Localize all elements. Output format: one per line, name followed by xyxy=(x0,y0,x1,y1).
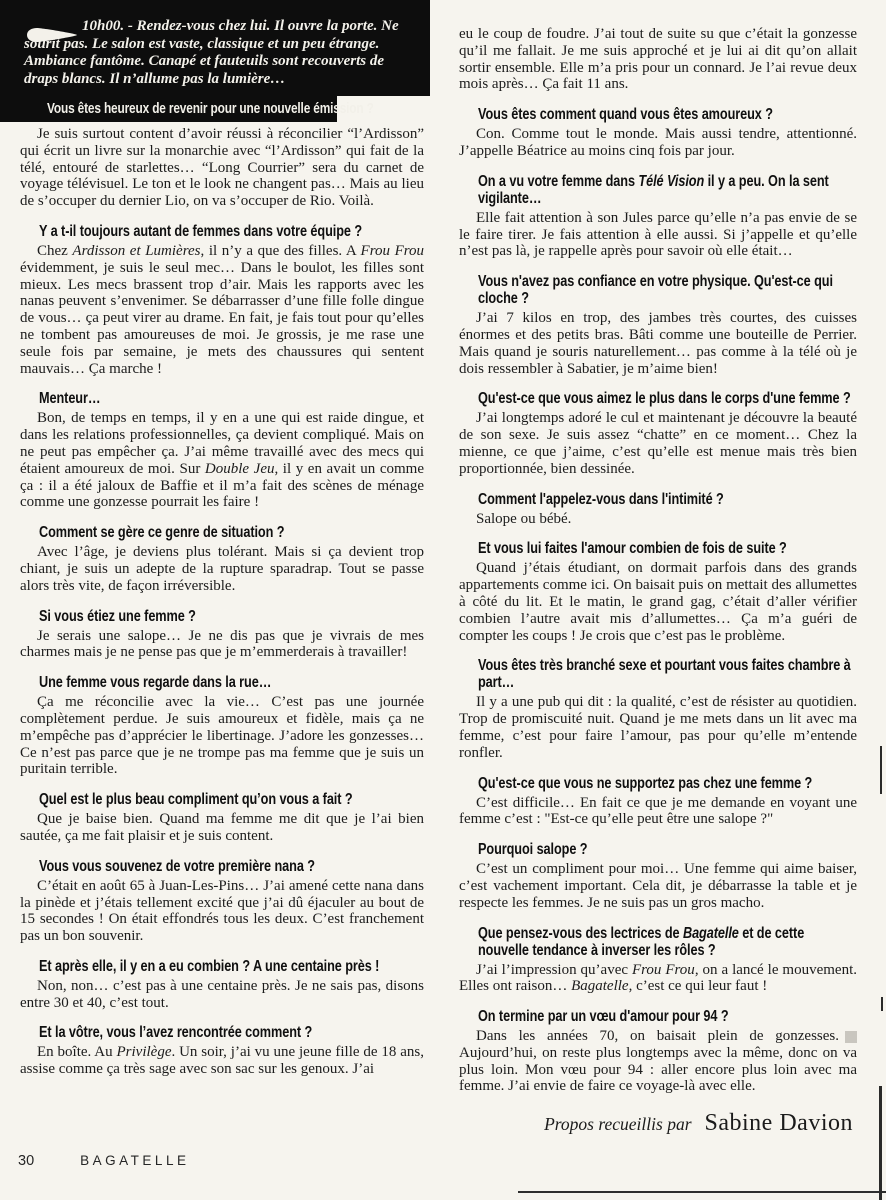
qa-block xyxy=(459,540,857,644)
text-segment: J’ai longtemps adoré le cul et maintenant je découvre la beauté de son sexe. Je suis assez “chatte” en ce moment… Chez la mienne, ce que j’aime, c’est qu’elle est menue mais très bien proportionnée, bien dessinée. xyxy=(459,410,857,477)
qa-block xyxy=(20,126,424,210)
text-segment: Ça me réconcilie avec la vie… C’est pas une journée complètement perdue. Je suis amoureux et fidèle, mais ça ne m’empêche pas d’apprécier le libertinage. J’adore les gonzesses… Ce n’est pas parce que je ne trompe pas ma femme que je suis un puritain terrible. xyxy=(20,694,424,778)
question-text xyxy=(478,925,857,959)
qa-block xyxy=(20,1024,424,1078)
text-segment: . Un soir, j’ai vu une jeune fille de 18 ans, assise comme ça très sage avec son sac sur les genoux. J’ai xyxy=(20,1044,424,1078)
interview-question xyxy=(39,223,424,240)
scan-edge-mark xyxy=(881,997,883,1011)
text-segment: En boîte. Au xyxy=(37,1044,117,1061)
text-segment: Chez xyxy=(37,242,73,259)
emphasized-title: Bagatelle xyxy=(571,978,629,995)
answer-continuation xyxy=(459,26,857,93)
text-segment: Que je baise bien. Quand ma femme me dit que je l’ai bien sautée, ça me fait plaisir et je suis content. xyxy=(20,811,424,844)
text-segment: Qu'est-ce que vous aimez le plus dans le corps d'une femme ? xyxy=(478,390,851,408)
text-segment: Pourquoi salope ? xyxy=(478,841,588,859)
scan-edge-mark xyxy=(880,746,882,794)
text-segment: C’était en août 65 à Juan-Les-Pins… J’ai amené cette nana dans la pinède et j’étais tellement excité que j’ai dû éjaculer au bout de 15 secondes ! On était effondrés tous les deux. C’est franchement pas un bon souvenir. xyxy=(20,877,424,945)
text-segment: , c’est ce qui leur faut ! xyxy=(628,978,768,995)
interview-answer xyxy=(20,878,424,945)
question-text xyxy=(478,173,857,207)
qa-block xyxy=(459,1008,857,1095)
qa-block xyxy=(20,674,424,778)
question-text xyxy=(39,390,424,407)
qa-block xyxy=(459,841,857,911)
byline xyxy=(544,1110,853,1137)
text-segment: , on a lancé le mouvement. Elles ont raison… xyxy=(459,961,857,995)
text-segment: Non, non… c’est pas à une centaine près. Je ne sais pas, disons entre 30 et 40, c’est tout. xyxy=(20,977,424,1011)
text-segment: Et après elle, il y en a eu combien ? A une centaine près ! xyxy=(39,957,380,975)
bottom-rule xyxy=(518,1191,886,1193)
text-segment: Il y a une pub qui dit : la qualité, c’est de résister au quotidien. Trop de promiscuité nuit. Quand je me mets dans un lit avec ma femme, c’est pour faire l’amour, pas pour qu’elle m’entende ronfler. xyxy=(459,694,857,761)
text-segment: et de cette nouvelle tendance à inverser les rôles ? xyxy=(478,924,805,959)
byline-prefix: Propos recueillis par xyxy=(544,1114,692,1134)
qa-block xyxy=(459,273,857,377)
interview-answer xyxy=(20,544,424,594)
interview-question xyxy=(478,925,857,959)
interview-question xyxy=(478,106,857,123)
interview-question xyxy=(478,841,857,858)
byline-author: Sabine Davion xyxy=(704,1110,853,1136)
text-segment: Une femme vous regarde dans la rue… xyxy=(39,674,272,692)
interview-question xyxy=(478,173,857,207)
text-segment: On termine par un vœu d'amour pour 94 ? xyxy=(478,1008,729,1026)
qa-block xyxy=(459,657,857,761)
text-segment: évidemment, je suis le seul mec… Dans le boulot, les filles sont mieux. Les mecs brassent trop d’air. Mais les rapports avec les nanas peuvent s’envenimer. Se débarrasser d’une fille folle dingue de vous… ça peut virer au drame. En fait, je fais tout pour qu’elles ne tombent pas amoureuses de moi. Je grossis, je me rase une seule fois par semaine, je mets des chaussures qui sentent mauvais… Ça marche ! xyxy=(20,259,424,377)
text-segment: Y a t-il toujours autant de femmes dans votre équipe ? xyxy=(39,222,363,240)
interview-question xyxy=(39,791,424,808)
interview-question xyxy=(478,1008,857,1025)
question-text xyxy=(39,1024,424,1041)
interview-answer xyxy=(459,210,857,260)
question-text xyxy=(478,390,857,407)
question-text xyxy=(39,608,424,625)
text-segment: Comment l'appelez-vous dans l'intimité ? xyxy=(478,490,724,508)
text-segment: Con. Comme tout le monde. Mais aussi tendre, attentionné. J’appelle Béatrice au moins cinq fois par jour. xyxy=(459,126,857,159)
emphasized-title: Télé Vision xyxy=(638,172,705,190)
interview-question xyxy=(39,674,424,691)
column-left xyxy=(20,126,424,1078)
qa-block xyxy=(459,775,857,829)
interview-answer xyxy=(459,126,857,160)
text-segment: Bon, de temps en temps, il y en a une qui est raide dingue, et dans les relations professionnelles, ça devient compliqué. Mais on ne peut pas empêcher ça. J’ai même travaillé avec des mecs qui étaient amoureux de moi. Sur xyxy=(20,410,424,477)
text-segment: Et vous lui faites l'amour combien de fois de suite ? xyxy=(478,540,787,558)
text-segment: Et la vôtre, vous l’avez rencontrée comment ? xyxy=(39,1024,313,1042)
question-text xyxy=(478,775,857,792)
qa-block xyxy=(459,173,857,260)
text-segment: Quand j’étais étudiant, on dormait parfois dans des grands appartements comme ici. On baisait puis on mettait des allumettes à côté du lit. Et le matin, le grand gag, c’était d’aller vérifier combien l’autre avait mis d’allumettes… Ça m’a guéri de compter les coups ! Je crois que c’est pas le problème. xyxy=(459,560,857,644)
text-segment: Vous vous souvenez de votre première nana ? xyxy=(39,857,315,875)
interview-question xyxy=(478,273,857,307)
text-segment: Dans les années 70, on baisait plein de gonzesses. Aujourd’hui, on reste plus longtemps avec la même, donc on va plus loin. Mon vœu pour 94 : aller encore plus loin avec ma femme. J’ai envie de faire ce voyage-là avec elle. xyxy=(459,1028,857,1095)
interview-question xyxy=(39,1024,424,1041)
emphasized-title: Bagatelle xyxy=(682,924,739,942)
qa-block xyxy=(20,791,424,845)
scan-edge-mark xyxy=(879,1086,882,1200)
text-segment: Vous êtes très branché sexe et pourtant vous faites chambre à part… xyxy=(478,657,851,692)
text-segment: C’est un compliment pour moi… Une femme qui aime baiser, c’est vachement important. Cela dit, je débarrasse la table et je respecte les femmes. Je ne suis pas un gros macho. xyxy=(459,861,857,911)
qa-block xyxy=(20,608,424,662)
question-text xyxy=(478,1008,857,1025)
qa-block xyxy=(459,491,857,528)
interview-answer xyxy=(20,1044,424,1078)
interview-answer xyxy=(459,511,857,528)
text-segment: Salope ou bébé. xyxy=(476,510,572,527)
emphasized-title: Frou Frou xyxy=(360,242,425,259)
question-text xyxy=(39,223,424,240)
interview-answer xyxy=(20,243,424,377)
question-text xyxy=(39,858,424,875)
question-text xyxy=(39,524,424,541)
first-question-text: Vous êtes heureux de revenir pour une nouvelle émission ? xyxy=(47,101,374,117)
interview-answer xyxy=(20,410,424,511)
interview-answer xyxy=(20,694,424,778)
interview-answer xyxy=(459,1028,857,1095)
column-right xyxy=(459,26,857,1095)
question-text xyxy=(478,657,857,691)
emphasized-title: Frou Frou xyxy=(631,961,695,978)
qa-block xyxy=(459,106,857,160)
interview-question xyxy=(39,524,424,541)
qa-block xyxy=(20,223,424,377)
page-footer xyxy=(18,1153,189,1169)
interview-answer xyxy=(20,811,424,845)
question-text xyxy=(478,273,857,307)
text-segment: Vous n'avez pas confiance en votre physique. Qu'est-ce qui cloche ? xyxy=(478,273,833,308)
text-segment: Menteur… xyxy=(39,390,101,408)
qa-block xyxy=(20,958,424,1012)
qa-block xyxy=(20,524,424,594)
interview-question xyxy=(478,390,857,407)
question-text xyxy=(39,674,424,691)
qa-block xyxy=(459,26,857,93)
text-segment: il y a peu. On la sent vigilante… xyxy=(478,172,829,207)
question-highlight xyxy=(47,101,445,117)
question-text xyxy=(478,106,857,123)
text-segment: Je serais une salope… Je ne dis pas que je vivrais de mes charmes mais je ne pense pas que je m’emmerderais à travailler! xyxy=(20,627,424,661)
emphasized-title: Ardisson et Lumières xyxy=(72,242,201,259)
interview-answer xyxy=(20,126,424,210)
interview-answer xyxy=(459,410,857,477)
qa-block xyxy=(459,390,857,477)
interview-question xyxy=(39,390,424,407)
text-segment: Que pensez-vous des lectrices de xyxy=(478,924,683,942)
interview-answer xyxy=(459,694,857,761)
interview-question xyxy=(39,858,424,875)
text-segment: Je suis surtout content d’avoir réussi à réconcilier “l’Ardisson” qui écrit un livre sur la monarchie avec “l’Ardisson” qui fait de la télé, entouré de starlettes… “Long Courrier” sera du carnet de voyage télévisuel. Le ton et le look ne changent pas… Mais au lieu de s’occuper du dernier Lio, on va s’occuper de Rio. Voilà. xyxy=(20,126,424,210)
interview-question xyxy=(478,775,857,792)
intro-text: 10h00. - Rendez-vous chez lui. Il ouvre la porte. Ne sourit pas. Le salon est vaste, classique et un peu étrange. Ambiance fantôme. Canapé et fauteuils sont recouverts de draps blancs. Il n’allume pas la lumière… xyxy=(24,18,399,87)
end-of-article-mark xyxy=(845,1031,857,1043)
text-segment: eu le coup de foudre. J’ai tout de suite su que c’était la gonzesse qu’il me fallait. Je me suis approché et je lui ai dit qu’on allait sortir ensemble. Elle m’a pris pour un connard. Je l’ai revue deux mois après… Ça fait 11 ans. xyxy=(459,26,857,93)
emphasized-title: Privilège xyxy=(116,1044,172,1061)
interview-answer xyxy=(459,795,857,829)
text-segment: , il n’y a que des filles. A xyxy=(200,242,361,259)
text-segment: C’est difficile… En fait ce que je me demande en voyant une femme c’est : "Est-ce qu’elle peut être une salope ?" xyxy=(459,794,857,828)
question-text xyxy=(478,540,857,557)
interview-question xyxy=(39,958,424,975)
text-segment: On a vu votre femme dans xyxy=(478,172,639,190)
text-segment: Si vous étiez une femme ? xyxy=(39,607,196,625)
text-segment: Comment se gère ce genre de situation ? xyxy=(39,524,285,542)
text-segment: Qu'est-ce que vous ne supportez pas chez une femme ? xyxy=(478,774,813,792)
text-segment: J’ai l’impression qu’avec xyxy=(476,961,632,978)
question-text xyxy=(39,791,424,808)
interview-answer xyxy=(459,310,857,377)
interview-answer xyxy=(20,628,424,662)
interview-question xyxy=(478,657,857,691)
qa-block xyxy=(459,925,857,996)
interview-answer xyxy=(20,978,424,1012)
text-segment: J’ai 7 kilos en trop, des jambes très courtes, des cuisses énormes et des petits bras. Bâti comme une bouteille de Perrier. Mais quand je souris naturellement… pas comme à la télé où je dois ressembler à Sabatier, je m’aime bien! xyxy=(459,310,857,377)
text-segment: Elle fait attention à son Jules parce qu’elle n’a pas envie de se le faire tirer. Je fais attention à elle aussi. Si j’appelle et qu’elle n’est pas là, je rappelle après pour savoir où elle était… xyxy=(459,209,857,260)
emphasized-title: Double Jeu xyxy=(204,460,275,477)
question-text xyxy=(39,958,424,975)
magazine-name: BAGATELLE xyxy=(80,1153,190,1168)
interview-answer xyxy=(459,861,857,911)
text-segment: , il y en avait un comme ça : il a été jaloux de Baffie et il m’a fait des scènes de ménage comme une gonzesse pourrait les faire ! xyxy=(20,460,424,511)
text-segment: Avec l’âge, je deviens plus tolérant. Mais si ça devient trop chiant, je suis un adepte de la rupture sparadrap. Tout se passe alors très vite, de façon irréversible. xyxy=(20,544,424,594)
question-text xyxy=(478,841,857,858)
interview-answer xyxy=(459,560,857,644)
qa-block xyxy=(20,858,424,945)
text-segment: Vous êtes comment quand vous êtes amoureux ? xyxy=(478,106,773,124)
interview-question xyxy=(478,491,857,508)
text-segment: Quel est le plus beau compliment qu’on vous a fait ? xyxy=(39,791,353,809)
interview-question xyxy=(478,540,857,557)
interview-answer xyxy=(459,962,857,996)
qa-block xyxy=(20,390,424,511)
question-text xyxy=(478,491,857,508)
interview-question xyxy=(39,608,424,625)
page-number: 30 xyxy=(18,1153,35,1169)
